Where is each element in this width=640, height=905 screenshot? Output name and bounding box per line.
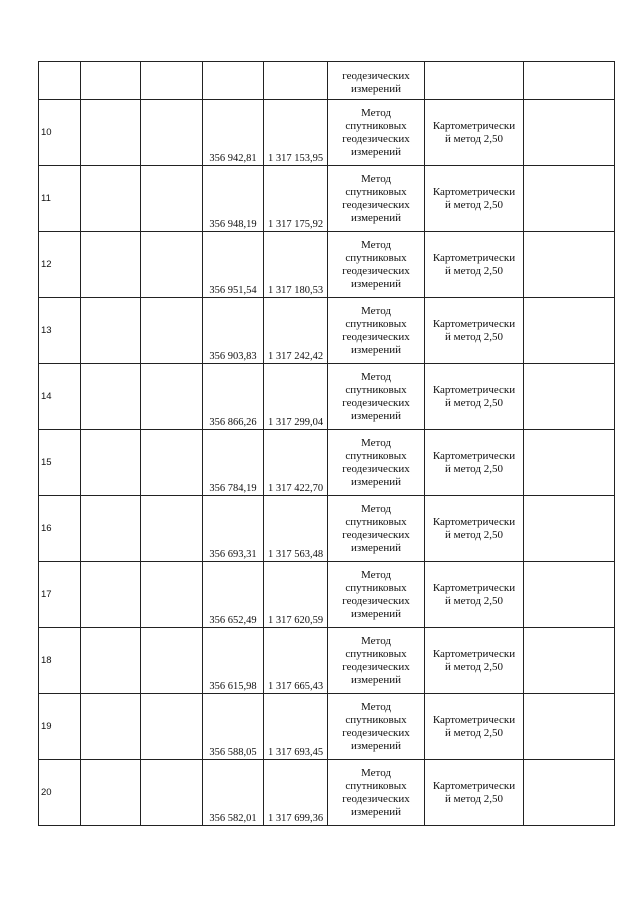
cell-accuracy	[425, 430, 524, 496]
cell-y	[264, 62, 328, 100]
cell-y: 1 317 699,36	[264, 760, 328, 826]
accuracy-method-label: Картометрически	[432, 779, 516, 792]
accuracy-method-label: Картометрически	[432, 581, 516, 594]
cell-x: 356 615,98	[203, 628, 264, 694]
cell-y: 1 317 422,70	[264, 430, 328, 496]
table-row	[39, 232, 615, 298]
table-row	[39, 364, 615, 430]
cell-blank	[524, 62, 615, 100]
accuracy-value-label: й метод 2,50	[445, 528, 503, 541]
cell-y: 1 317 299,04	[264, 364, 328, 430]
table-row	[39, 166, 615, 232]
cell-blank	[141, 430, 203, 496]
cell-blank	[81, 694, 141, 760]
accuracy-value-label: й метод 2,50	[445, 792, 503, 805]
cell-blank	[524, 760, 615, 826]
cell-method: Метод спутниковых геодезических измерений	[328, 694, 425, 760]
cell-x: 356 942,81	[203, 100, 264, 166]
cell-blank	[524, 496, 615, 562]
accuracy-value-label: й метод 2,50	[445, 330, 503, 343]
cell-x: 356 948,19	[203, 166, 264, 232]
cell-method: Метод спутниковых геодезических измерений	[328, 100, 425, 166]
cell-accuracy	[425, 62, 524, 100]
cell-blank	[81, 100, 141, 166]
table-row	[39, 694, 615, 760]
table-row	[39, 628, 615, 694]
cell-blank	[524, 562, 615, 628]
cell-x: 356 652,49	[203, 562, 264, 628]
cell-y: 1 317 665,43	[264, 628, 328, 694]
cell-accuracy	[425, 100, 524, 166]
accuracy-value-label: й метод 2,50	[445, 726, 503, 739]
cell-blank	[81, 430, 141, 496]
accuracy-value-label: й метод 2,50	[445, 264, 503, 277]
cell-num: 18	[39, 628, 81, 694]
cell-blank	[524, 628, 615, 694]
cell-x	[203, 62, 264, 100]
cell-blank	[141, 496, 203, 562]
cell-method: Метод спутниковых геодезических измерений	[328, 430, 425, 496]
accuracy-value-label: й метод 2,50	[445, 462, 503, 475]
cell-blank	[81, 364, 141, 430]
accuracy-method-label: Картометрически	[432, 317, 516, 330]
accuracy-value-label: й метод 2,50	[445, 198, 503, 211]
cell-x: 356 951,54	[203, 232, 264, 298]
cell-accuracy	[425, 298, 524, 364]
cell-accuracy	[425, 364, 524, 430]
cell-blank	[81, 298, 141, 364]
cell-method: Метод спутниковых геодезических измерений	[328, 232, 425, 298]
cell-y: 1 317 175,92	[264, 166, 328, 232]
table-row-continuation	[39, 62, 615, 100]
cell-blank	[524, 100, 615, 166]
cell-blank	[141, 166, 203, 232]
cell-method: Метод спутниковых геодезических измерений	[328, 496, 425, 562]
accuracy-method-label: Картометрически	[432, 185, 516, 198]
cell-accuracy	[425, 232, 524, 298]
cell-num: 15	[39, 430, 81, 496]
cell-y: 1 317 563,48	[264, 496, 328, 562]
cell-blank	[141, 232, 203, 298]
cell-x: 356 693,31	[203, 496, 264, 562]
cell-method: Метод спутниковых геодезических измерений	[328, 628, 425, 694]
cell-y: 1 317 180,53	[264, 232, 328, 298]
cell-num: 13	[39, 298, 81, 364]
table-row	[39, 760, 615, 826]
cell-blank	[141, 628, 203, 694]
cell-blank	[141, 694, 203, 760]
cell-x: 356 582,01	[203, 760, 264, 826]
cell-method: Метод спутниковых геодезических измерений	[328, 298, 425, 364]
accuracy-value-label: й метод 2,50	[445, 594, 503, 607]
cell-x: 356 866,26	[203, 364, 264, 430]
table-row	[39, 100, 615, 166]
cell-accuracy	[425, 628, 524, 694]
cell-blank	[141, 364, 203, 430]
cell-method: Метод спутниковых геодезических измерений	[328, 760, 425, 826]
accuracy-method-label: Картометрически	[432, 449, 516, 462]
table-row	[39, 562, 615, 628]
cell-accuracy	[425, 496, 524, 562]
accuracy-method-label: Картометрически	[432, 713, 516, 726]
cell-blank	[81, 62, 141, 100]
accuracy-method-label: Картометрически	[432, 383, 516, 396]
accuracy-method-label: Картометрически	[432, 251, 516, 264]
accuracy-value-label: й метод 2,50	[445, 660, 503, 673]
cell-blank	[141, 62, 203, 100]
cell-num: 16	[39, 496, 81, 562]
coordinates-table	[38, 61, 615, 826]
cell-blank	[524, 166, 615, 232]
cell-blank	[81, 232, 141, 298]
cell-y: 1 317 242,42	[264, 298, 328, 364]
cell-num: 11	[39, 166, 81, 232]
cell-blank	[141, 100, 203, 166]
accuracy-method-label: Картометрически	[432, 119, 516, 132]
cell-blank	[524, 364, 615, 430]
accuracy-value-label: й метод 2,50	[445, 396, 503, 409]
cell-method: геодезических измерений	[328, 62, 425, 100]
cell-method: Метод спутниковых геодезических измерений	[328, 166, 425, 232]
accuracy-method-label: Картометрически	[432, 647, 516, 660]
cell-blank	[141, 298, 203, 364]
cell-num: 20	[39, 760, 81, 826]
cell-blank	[524, 298, 615, 364]
cell-blank	[524, 694, 615, 760]
cell-blank	[81, 760, 141, 826]
cell-blank	[81, 166, 141, 232]
cell-method: Метод спутниковых геодезических измерений	[328, 562, 425, 628]
accuracy-method-label: Картометрически	[432, 515, 516, 528]
cell-blank	[81, 562, 141, 628]
cell-num: 17	[39, 562, 81, 628]
cell-accuracy	[425, 694, 524, 760]
cell-num: 12	[39, 232, 81, 298]
cell-y: 1 317 620,59	[264, 562, 328, 628]
accuracy-value-label: й метод 2,50	[445, 132, 503, 145]
table-row	[39, 430, 615, 496]
cell-num: 14	[39, 364, 81, 430]
cell-blank	[141, 562, 203, 628]
cell-blank	[524, 232, 615, 298]
cell-method: Метод спутниковых геодезических измерений	[328, 364, 425, 430]
table-row	[39, 298, 615, 364]
cell-num: 19	[39, 694, 81, 760]
cell-x: 356 784,19	[203, 430, 264, 496]
cell-x: 356 588,05	[203, 694, 264, 760]
cell-blank	[81, 628, 141, 694]
table-row	[39, 496, 615, 562]
cell-accuracy	[425, 562, 524, 628]
cell-num: 10	[39, 100, 81, 166]
cell-y: 1 317 693,45	[264, 694, 328, 760]
cell-x: 356 903,83	[203, 298, 264, 364]
cell-y: 1 317 153,95	[264, 100, 328, 166]
cell-num	[39, 62, 81, 100]
cell-blank	[81, 496, 141, 562]
cell-blank	[524, 430, 615, 496]
cell-accuracy	[425, 166, 524, 232]
cell-blank	[141, 760, 203, 826]
table-body	[39, 62, 615, 826]
cell-accuracy	[425, 760, 524, 826]
